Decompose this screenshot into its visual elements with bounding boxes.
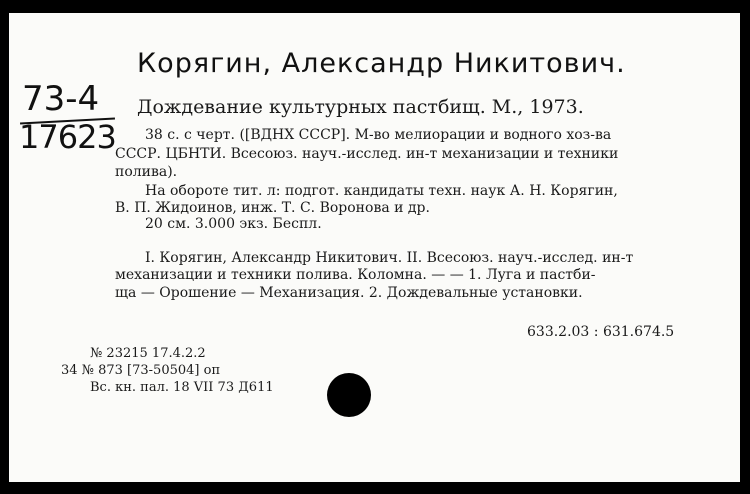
call-number-top: 73-4 [22, 79, 100, 119]
body-line-2: СССР. ЦБНТИ. Всесоюз. науч.-исслед. ин-т механизации и техники [115, 146, 619, 162]
record-line-1: № 23215 17.4.2.2 [90, 346, 206, 361]
udc-code: 633.2.03 : 631.674.5 [527, 324, 675, 340]
punch-hole [327, 373, 371, 417]
record-line-3: Вс. кн. пал. 18 VII 73 Д611 [90, 380, 274, 395]
index-line-1: I. Корягин, Александр Никитович. II. Всесоюз. науч.-исслед. ин-т [145, 250, 634, 266]
body-line-6: 20 см. 3.000 экз. Беспл. [145, 216, 322, 232]
body-line-1: 38 с. с черт. ([ВДНХ СССР]. М-во мелиорации и водного хоз-ва [145, 127, 612, 143]
catalog-card [9, 13, 740, 482]
body-line-4: На обороте тит. л: подгот. кандидаты техн. наук А. Н. Корягин, [145, 183, 618, 199]
record-line-2: 34 № 873 [73-50504] оп [61, 363, 221, 378]
call-number-bottom: 17623 [19, 118, 116, 156]
index-line-3: ща — Орошение — Механизация. 2. Дождевальные установки. [115, 285, 583, 301]
body-line-3: полива). [115, 164, 178, 180]
index-line-2: механизации и техники полива. Коломна. — — 1. Луга и пастби- [115, 267, 596, 283]
author-heading: Корягин, Александр Никитович. [137, 48, 626, 79]
title-line: Дождевание культурных пастбищ. М., 1973. [137, 96, 584, 118]
body-line-5: В. П. Жидоинов, инж. Т. С. Воронова и др. [115, 200, 430, 216]
